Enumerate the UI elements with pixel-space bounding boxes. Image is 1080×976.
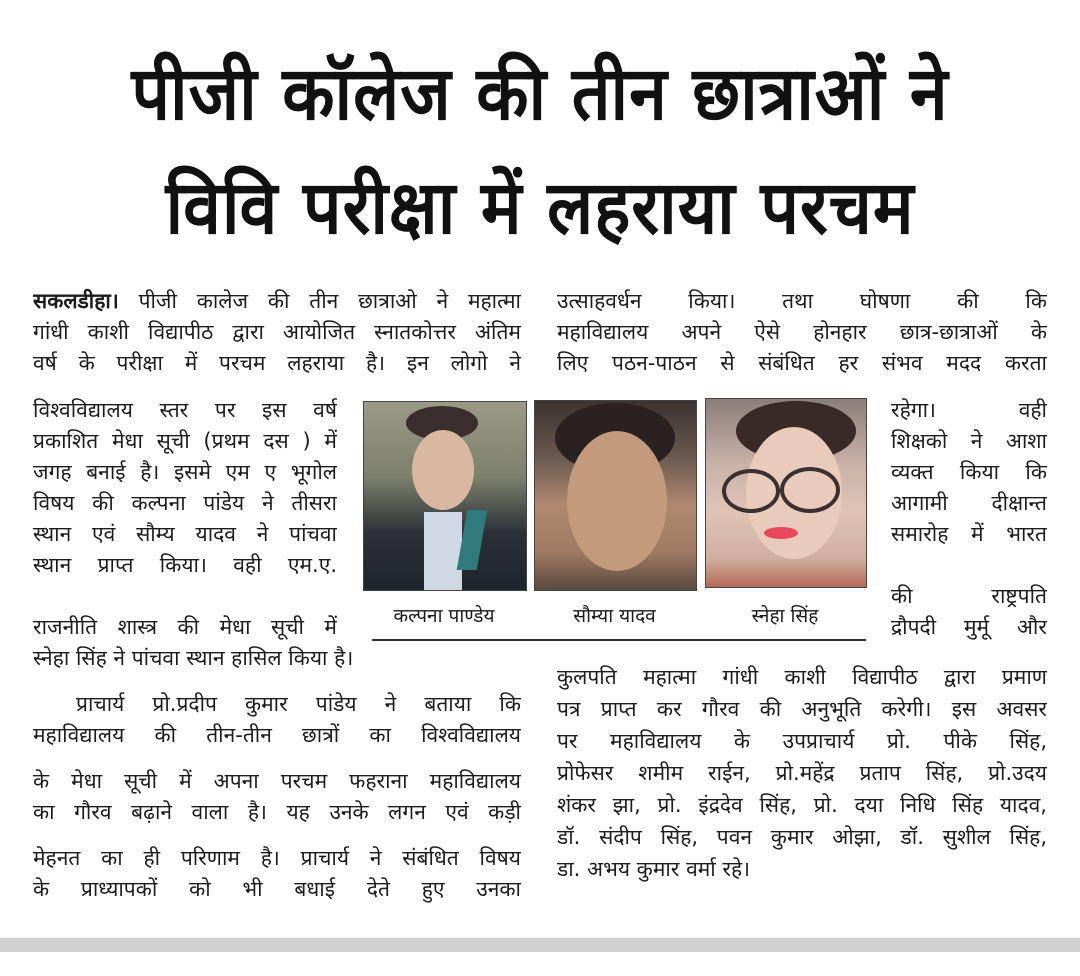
article-line: शिक्षको ने आशा <box>891 429 1047 453</box>
article-line: के प्राध्यापकों को भी बधाई देते हुए उनका <box>33 877 521 901</box>
article-line: गांधी काशी विद्यापीठ द्वारा आयोजित स्नातकोत्तर अंतिम <box>33 320 521 344</box>
dateline: सकलडीहा। <box>33 289 119 313</box>
article-line: जगह बनाई है। इसमे एम ए भूगोल <box>33 460 337 484</box>
article-text: पीजी कालेज की तीन छात्राओ ने महात्मा <box>118 289 521 313</box>
headline-line-2: विवि परीक्षा में लहराया परचम <box>165 165 915 251</box>
article-line: आगामी दीक्षान्त <box>891 491 1047 515</box>
bottom-bar <box>0 938 1080 952</box>
article-line: स्थान प्राप्त किया। वही एम.ए. <box>33 553 337 577</box>
article-line: लिए पठन-पाठन से संबंधित हर संभव मदद करता <box>557 351 1047 375</box>
glasses-right-shape <box>780 467 840 513</box>
article-line: उत्साहवर्धन किया। तथा घोषणा की कि <box>557 289 1047 313</box>
lips-shape <box>764 527 798 539</box>
student-photo-saumya <box>534 400 697 591</box>
article-line: व्यक्त किया कि <box>891 460 1047 484</box>
article-line: रहेगा। वही <box>891 398 1047 422</box>
article-line: द्रौपदी मुर्मू और <box>891 615 1047 639</box>
article-line: राजनीति शास्त्र की मेधा सूची में <box>33 615 337 639</box>
student-photo-kalpana <box>363 401 527 591</box>
article-line: पत्र प्राप्त कर गौरव की अनुभूति करेगी। इस अवसर <box>557 697 1047 721</box>
glasses-left-shape <box>722 469 780 513</box>
headline-line-1: पीजी कॉलेज की तीन छात्राओं ने <box>131 51 949 137</box>
article-line: विश्वविद्यालय स्तर पर इस वर्ष <box>33 398 337 422</box>
article-line: स्नेहा सिंह ने पांचवा स्थान हासिल किया है। <box>33 646 354 670</box>
article-line <box>33 286 521 316</box>
photo-caption: सौम्या यादव <box>573 605 656 627</box>
article-line: की राष्ट्रपति <box>891 584 1047 608</box>
article-line: समारोह में भारत <box>891 522 1047 546</box>
article-line: महाविद्यालय की तीन-तीन छात्रों का विश्वविद्यालय <box>33 723 521 747</box>
shirt-shape <box>424 512 462 590</box>
article-line: प्रोफेसर शमीम राईन, प्रो.महेंद्र प्रताप सिंह, प्रो.उदय <box>557 761 1047 785</box>
article-line: प्रकाशित मेधा सूची (प्रथम दस ) में <box>33 429 337 453</box>
face-shape <box>412 430 474 510</box>
article-line: महाविद्यालय अपने ऐसे होनहार छात्र-छात्राओं के <box>557 320 1047 344</box>
face-shape <box>567 431 667 571</box>
photo-caption: स्नेहा सिंह <box>751 605 819 627</box>
article-line: कुलपति महात्मा गांधी काशी विद्यापीठ द्वारा प्रमाण <box>557 665 1047 689</box>
caption-divider <box>372 639 866 641</box>
article-line: विषय की कल्पना पांडेय ने तीसरा <box>33 491 337 515</box>
article-line: प्राचार्य प्रो.प्रदीप कुमार पांडेय ने बताया कि <box>76 692 521 716</box>
article-line: मेहनत का ही परिणाम है। प्राचार्य ने संबंधित विषय <box>33 846 521 870</box>
photo-caption: कल्पना पाण्डेय <box>393 605 495 627</box>
article-line: के मेधा सूची में अपना परचम फहराना महाविद्यालय <box>33 769 521 793</box>
article-line: डा. अभय कुमार वर्मा रहे। <box>557 857 751 881</box>
article-line: स्थान एवं सौम्य यादव ने पांचवा <box>33 522 337 546</box>
article-line: का गौरव बढ़ाने वाला है। यह उनके लगन एवं कड़ी <box>33 800 521 824</box>
student-photo-sneha <box>705 398 867 588</box>
article-line: वर्ष के परीक्षा में परचम लहराया है। इन लोगो ने <box>33 351 521 375</box>
article-line: शंकर झा, प्रो. इंद्रदेव सिंह, प्रो. दया निधि सिंह यादव, <box>557 793 1047 817</box>
article-line: डॉ. संदीप सिंह, पवन कुमार ओझा, डॉ. सुशील सिंह, <box>557 825 1047 849</box>
article-line: पर महाविद्यालय के उपप्राचार्य प्रो. पीके सिंह, <box>557 729 1047 753</box>
